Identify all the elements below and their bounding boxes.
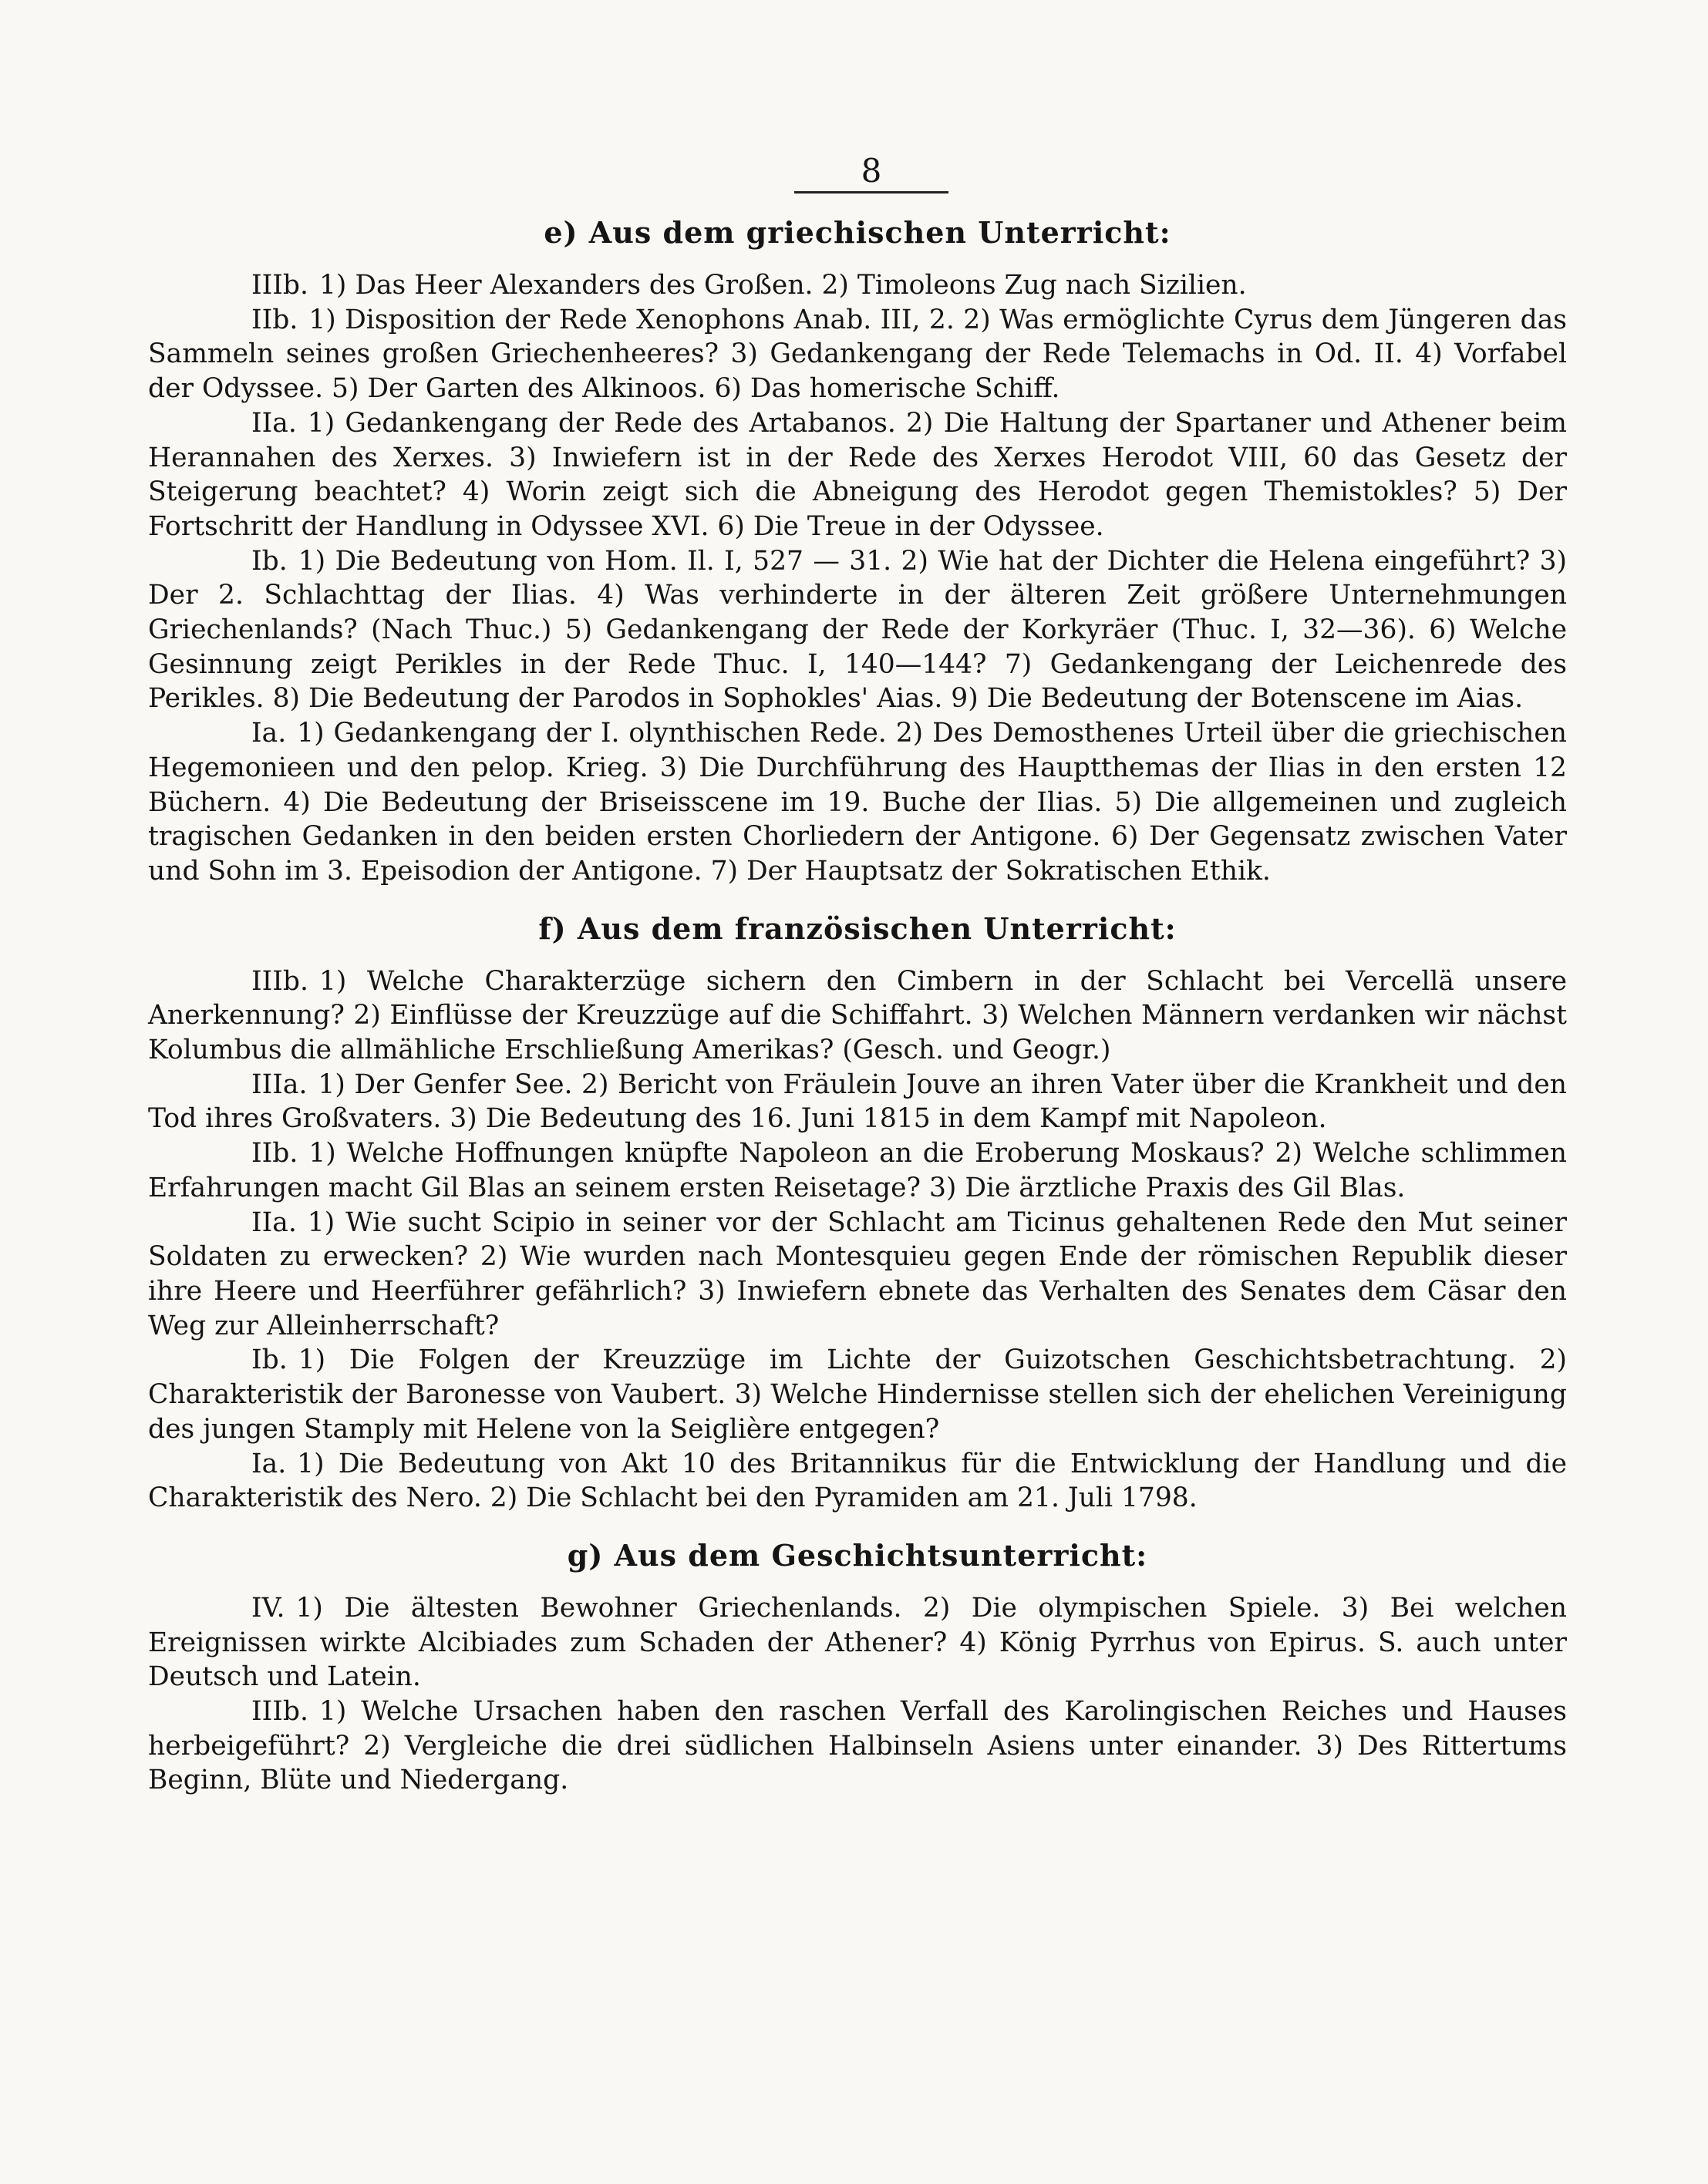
paragraph-text: 1) Die Bedeutung von Hom. Il. I, 527 — 31. 2) Wie hat der Dichter die Helena eingeführt? 3) Der 2. Schlachttag der Ilias. 4) Was verhinderte in der älteren Zeit größere Unternehmungen Griechenlands? (Nach Thuc.) 5) Gedankengang der Rede der Korkyräer (Thuc. I, 32—36). 6) Welche Gesinnung zeigt Perikles in der Rede Thuc. I, 140—144? 7) Gedankengang der Leichenrede des Perikles. 8) Die Bedeutung der Parodos in Sophokles' Aias. 9) Die Bedeutung der Botenscene im Aias. (148, 545, 1567, 715)
page-content (148, 214, 1567, 1798)
grade-label: Ib. (251, 1344, 288, 1376)
paragraph-french-IIb (148, 1136, 1567, 1205)
section-french (148, 910, 1567, 1516)
page-number-rule (794, 191, 948, 193)
grade-label: Ia. (251, 718, 287, 749)
paragraph-french-IIa (148, 1206, 1567, 1344)
paragraph-french-Ib (148, 1343, 1567, 1446)
section-heading-greek: e) Aus dem griechischen Unterricht: (544, 215, 1171, 250)
grade-label: Ib. (251, 545, 288, 577)
grade-label: Ia. (251, 1448, 287, 1479)
paragraph-greek-Ib (148, 544, 1567, 717)
grade-label: IIa. (251, 407, 297, 439)
paragraph-text: 1) Die Bedeutung von Akt 10 des Britannikus für die Entwicklung der Handlung und die Charakteristik des Nero. 2) Die Schlacht bei den Pyramiden am 21. Juli 1798. (148, 1448, 1567, 1514)
paragraph-greek-IIIb (148, 268, 1567, 303)
paragraph-text: 1) Welche Charakterzüge sichern den Cimbern in der Schlacht bei Vercellä unsere Anerkennung? 2) Einflüsse der Kreuzzüge auf die Schiffahrt. 3) Welchen Männern verdanken wir nächst Kolumbus die allmähliche Erschließung Amerikas? (Gesch. und Geogr.) (148, 965, 1567, 1066)
paragraph-text: 1) Gedankengang der I. olynthischen Rede. 2) Des Demosthenes Urteil über die griechischen Hegemonieen und den pelop. Krieg. 3) Die Durchführung des Hauptthemas der Ilias in den ersten 12 Büchern. 4) Die Bedeutung der Briseisscene im 19. Buche der Ilias. 5) Die allgemeinen und zugleich tragischen Gedanken in den beiden ersten Chorliedern der Antigone. 6) Der Gegensatz zwischen Vater und Sohn im 3. Epeisodion der Antigone. 7) Der Hauptsatz der Sokratischen Ethik. (148, 718, 1567, 887)
paragraph-french-IIIa (148, 1068, 1567, 1136)
paragraph-text: 1) Die Folgen der Kreuzzüge im Lichte der Guizotschen Geschichtsbetrachtung. 2) Charakteristik der Baronesse von Vaubert. 3) Welche Hindernisse stellen sich der ehelichen Vereinigung des jungen Stamply mit Helene von la Seiglière entgegen? (148, 1344, 1567, 1445)
paragraph-text: 1) Disposition der Rede Xenophons Anab. III, 2. 2) Was ermöglichte Cyrus dem Jüngeren das Sammeln seines großen Griechenheeres? 3) Gedankengang der Rede Telemachs in Od. II. 4) Vorfabel der Odyssee. 5) Der Garten des Alkinoos. 6) Das homerische Schiff. (148, 304, 1567, 405)
paragraph-history-IIIb (148, 1694, 1567, 1798)
paragraph-text: 1) Wie sucht Scipio in seiner vor der Schlacht am Ticinus gehaltenen Rede den Mut seiner Soldaten zu erwecken? 2) Wie wurden nach Montesquieu gegen Ende der römischen Republik dieser ihre Heere und Heerführer gefährlich? 3) Inwiefern ebnete das Verhalten des Senates dem Cäsar den Weg zur Alleinherrschaft? (148, 1206, 1567, 1341)
section-greek (148, 214, 1567, 889)
page-number: 8 (861, 152, 882, 190)
paragraph-text: 1) Die ältesten Bewohner Griechenlands. 2) Die olympischen Spiele. 3) Bei welchen Ereignissen wirkte Alcibiades zum Schaden der Athener? 4) König Pyrrhus von Epirus. S. auch unter Deutsch und Latein. (148, 1592, 1567, 1693)
grade-label: IIb. (251, 304, 298, 335)
paragraph-text: 1) Das Heer Alexanders des Großen. 2) Timoleons Zug nach Sizilien. (318, 270, 1247, 301)
paragraph-text: 1) Welche Ursachen haben den raschen Verfall des Karolingischen Reiches und Hauses herbeigeführt? 2) Vergleiche die drei südlichen Halbinseln Asiens unter einander. 3) Des Rittertums Beginn, Blüte und Niedergang. (148, 1696, 1567, 1796)
grade-label: IIIb. (251, 965, 308, 997)
grade-label: IIb. (251, 1138, 298, 1169)
section-heading-history: g) Aus dem Geschichtsunterricht: (567, 1537, 1148, 1573)
paragraph-greek-IIb (148, 303, 1567, 406)
paragraph-history-IV (148, 1591, 1567, 1694)
paragraph-greek-IIa (148, 406, 1567, 544)
paragraph-text: 1) Welche Hoffnungen knüpfte Napoleon an die Eroberung Moskaus? 2) Welche schlimmen Erfahrungen macht Gil Blas an seinem ersten Reisetage? 3) Die ärztliche Praxis des Gil Blas. (148, 1138, 1567, 1203)
grade-label: IV. (251, 1592, 285, 1624)
grade-label: IIa. (251, 1206, 297, 1238)
section-heading-french: f) Aus dem französischen Unterricht: (538, 910, 1177, 946)
paragraph-text: 1) Gedankengang der Rede des Artabanos. 2) Die Haltung der Spartaner und Athener beim Herannahen des Xerxes. 3) Inwiefern ist in der Rede des Xerxes Herodot VIII, 60 das Gesetz der Steigerung beachtet? 4) Worin zeigt sich die Abneigung des Herodot gegen Themistokles? 5) Der Fortschritt der Handlung in Odyssee XVI. 6) Die Treue in der Odyssee. (148, 407, 1567, 542)
grade-label: IIIb. (251, 1696, 308, 1728)
grade-label: IIIa. (251, 1068, 308, 1100)
paragraph-french-IIIb (148, 964, 1567, 1068)
grade-label: IIIb. (251, 270, 308, 301)
paragraph-greek-Ia (148, 716, 1567, 889)
paragraph-text: 1) Der Genfer See. 2) Bericht von Fräulein Jouve an ihren Vater über die Krankheit und den Tod ihres Großvaters. 3) Die Bedeutung des 16. Juni 1815 in dem Kampf mit Napoleon. (148, 1068, 1567, 1135)
section-history (148, 1537, 1567, 1798)
paragraph-french-Ia (148, 1447, 1567, 1516)
